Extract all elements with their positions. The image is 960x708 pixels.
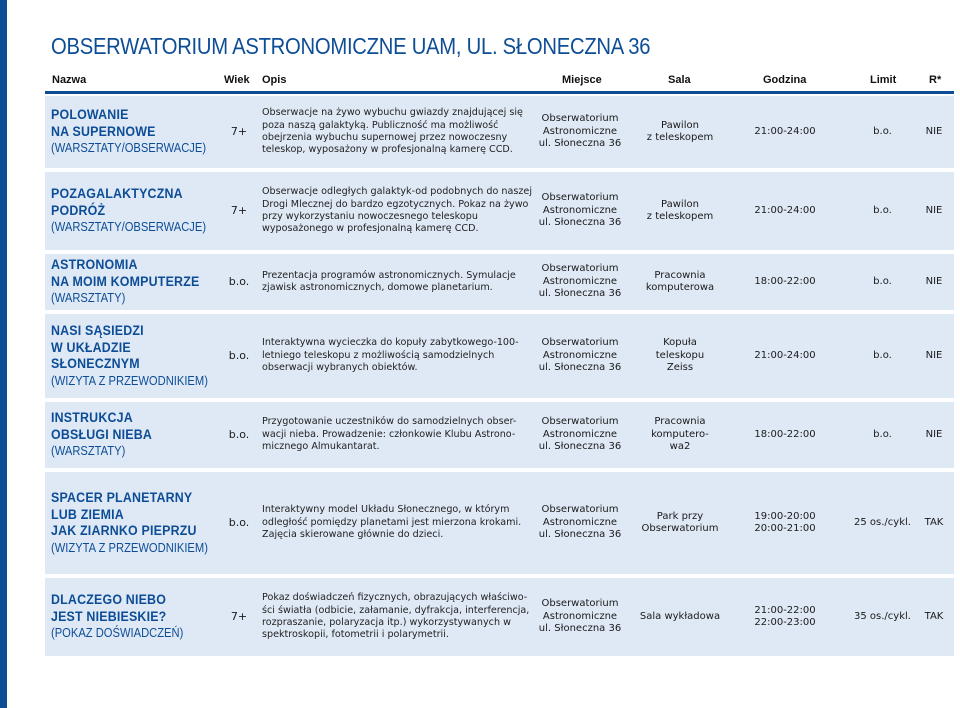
event-name: ASTRONOMIA NA MOIM KOMPUTERZE xyxy=(51,257,200,289)
event-limit: 25 os./cykl. xyxy=(854,516,911,528)
event-type: (WARSZTATY) xyxy=(51,443,126,459)
event-room: Pawilon z teleskopem xyxy=(646,119,714,143)
event-limit: b.o. xyxy=(873,349,892,361)
page-title: OBSERWATORIUM ASTRONOMICZNE UAM, UL. SŁONECZNA 36 xyxy=(51,33,651,59)
event-time: 21:00-24:00 xyxy=(754,125,816,137)
event-description: Interaktywny model Układu Słonecznego, w którym odległość pomiędzy planetami jest mierzona krokami. Zajęcia skierowane głównie do dzieci. xyxy=(262,504,522,541)
event-type: (WIZYTA Z PRZEWODNIKIEM) xyxy=(51,539,208,555)
event-place: Obserwatorium Astronomiczne ul. Słoneczna 36 xyxy=(538,337,622,374)
event-reservation: NIE xyxy=(925,275,943,287)
event-time: 19:00-20:00 20:00-21:00 xyxy=(754,510,816,534)
table-row xyxy=(45,578,954,656)
event-type: (WARSZTATY/OBSERWACJE) xyxy=(51,140,207,156)
event-description: Obserwacje odległych galaktyk-od podobnych do naszej Drogi Mlecznej do bardzo egzotycznych. Pokaz na żywo przy wykorzystaniu nowoczesnego teleskopu wyposażonego w profesjonalną kamerę CCD. xyxy=(262,186,532,235)
event-place: Obserwatorium Astronomiczne ul. Słoneczna 36 xyxy=(538,504,622,541)
event-room: Sala wykładowa xyxy=(639,610,721,622)
event-limit: 35 os./cykl. xyxy=(854,610,911,622)
event-description: Interaktywna wycieczka do kopuły zabytkowego-100-letniego teleskopu z możliwością samodzielnych obserwacji wybranych obiektów. xyxy=(262,337,519,374)
left-accent-bar xyxy=(0,0,7,708)
event-room: Park przy Obserwatorium xyxy=(641,510,719,534)
event-age: b.o. xyxy=(228,274,250,288)
event-name: POLOWANIE NA SUPERNOWE xyxy=(51,107,156,139)
event-reservation: TAK xyxy=(924,516,944,528)
event-description: Prezentacja programów astronomicznych. Symulacje zjawisk astronomicznych, domowe planetarium. xyxy=(262,269,516,293)
event-limit: b.o. xyxy=(873,275,892,287)
table-row xyxy=(45,96,954,168)
table-header xyxy=(45,66,954,94)
event-description: Pokaz doświadczeń fizycznych, obrazujących właściwo-ści światła (odbicie, załamanie, dyfrakcja, interferencja, rozpraszanie, polaryzacja itp.) wykorzystywanych w spektroskopii, fotometrii i polarymetrii. xyxy=(262,592,530,641)
event-reservation: NIE xyxy=(925,428,943,440)
event-limit: b.o. xyxy=(873,125,892,137)
event-age: b.o. xyxy=(228,427,250,441)
event-time: 21:00-24:00 xyxy=(754,204,816,216)
event-time: 21:00-22:00 22:00-23:00 xyxy=(754,604,816,628)
event-reservation: NIE xyxy=(925,349,943,361)
event-name: DLACZEGO NIEBO JEST NIEBIESKIE? xyxy=(51,592,167,624)
event-type: (WARSZTATY/OBSERWACJE) xyxy=(51,219,207,235)
event-time: 18:00-22:00 xyxy=(754,428,816,440)
event-time: 21:00-24:00 xyxy=(754,349,816,361)
event-place: Obserwatorium Astronomiczne ul. Słoneczna 36 xyxy=(538,263,622,300)
event-name: SPACER PLANETARNY LUB ZIEMIA JAK ZIARNKO PIEPRZU xyxy=(51,490,197,538)
event-age: 7+ xyxy=(230,609,248,623)
event-age: b.o. xyxy=(228,348,250,362)
event-description: Obserwacje na żywo wybuchu gwiazdy znajdującej się poza naszą galaktyką. Publiczność ma możliwość obejrzenia wybuchu supernowej przez nowoczesny teleskop, wyposażony w profesjonalną kamerę CCD. xyxy=(262,107,523,156)
table-row xyxy=(45,402,954,468)
table-row xyxy=(45,172,954,250)
header-r: R* xyxy=(929,74,942,86)
event-name: INSTRUKCJA OBSŁUGI NIEBA xyxy=(51,410,153,442)
event-reservation: TAK xyxy=(924,610,944,622)
header-limit: Limit xyxy=(870,74,897,86)
event-name: POZAGALAKTYCZNA PODRÓŻ xyxy=(51,186,183,218)
event-age: b.o. xyxy=(228,515,250,529)
event-age: 7+ xyxy=(230,124,248,138)
event-reservation: NIE xyxy=(925,125,943,137)
table-row xyxy=(45,254,954,310)
header-room: Sala xyxy=(668,74,691,86)
event-reservation: NIE xyxy=(925,204,943,216)
table-row xyxy=(45,472,954,574)
event-place: Obserwatorium Astronomiczne ul. Słoneczna 36 xyxy=(538,113,622,150)
event-room: Pracownia komputero- wa2 xyxy=(651,416,709,453)
header-name: Nazwa xyxy=(52,74,87,86)
event-place: Obserwatorium Astronomiczne ul. Słoneczna 36 xyxy=(538,598,622,635)
header-place: Miejsce xyxy=(562,74,602,86)
event-name: NASI SĄSIEDZI W UKŁADZIE SŁONECZNYM xyxy=(51,323,144,371)
table-row xyxy=(45,314,954,398)
event-room: Pawilon z teleskopem xyxy=(646,198,714,222)
event-type: (WARSZTATY) xyxy=(51,290,126,306)
event-age: 7+ xyxy=(230,203,248,217)
event-place: Obserwatorium Astronomiczne ul. Słoneczna 36 xyxy=(538,192,622,229)
event-time: 18:00-22:00 xyxy=(754,275,816,287)
event-description: Przygotowanie uczestników do samodzielnych obser-wacji nieba. Prowadzenie: członkowie Klubu Astrono-micznego Almukantarat. xyxy=(262,416,517,453)
event-place: Obserwatorium Astronomiczne ul. Słoneczna 36 xyxy=(538,416,622,453)
event-room: Pracownia komputerowa xyxy=(645,269,715,293)
event-limit: b.o. xyxy=(873,204,892,216)
event-limit: b.o. xyxy=(873,428,892,440)
header-time: Godzina xyxy=(763,74,807,86)
header-age: Wiek xyxy=(224,74,250,86)
header-desc: Opis xyxy=(262,74,287,86)
event-type: (POKAZ DOŚWIADCZEŃ) xyxy=(51,625,184,641)
event-room: Kopuła teleskopu Zeiss xyxy=(655,337,705,374)
event-type: (WIZYTA Z PRZEWODNIKIEM) xyxy=(51,372,208,388)
